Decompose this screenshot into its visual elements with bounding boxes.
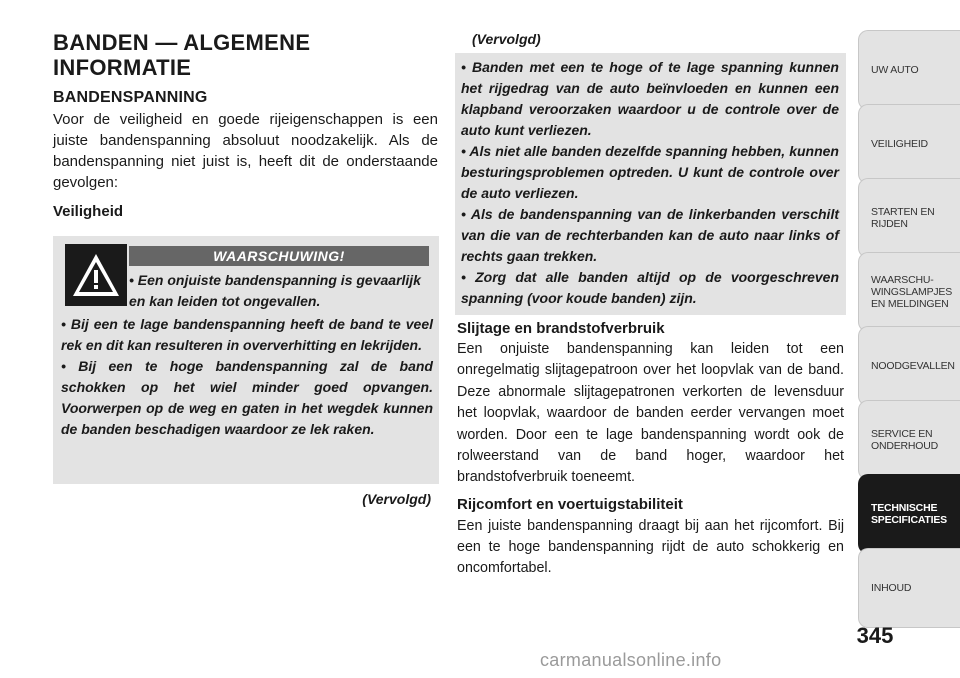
- warning-triangle-icon: [65, 244, 127, 306]
- wear-heading: Slijtage en brandstofverbruik: [457, 320, 665, 337]
- section-heading: BANDENSPANNING: [53, 89, 208, 106]
- watermark: carmanualsonline.info: [540, 650, 722, 670]
- tab-inhoud[interactable]: INHOUD: [858, 548, 960, 628]
- wear-paragraph: Een onjuiste bandenspanning kan leiden tot een onregelmatig slijtagepatroon over het loopvlak van de band. Deze abnormale slijtagepatronen verkorten de levensduur het loopvlak, waardoor de banden eerder vervangen moet worden. Door een te lage bandenspanning wordt ook de rolweerstand van de band hoger, waardoor het brandstofverbruik toeneemt.: [457, 341, 844, 486]
- page-number: 345: [856, 623, 894, 648]
- safety-heading: Veiligheid: [53, 203, 124, 220]
- warning-item: • Als de bandenspanning van de linkerbanden verschilt van die van de rechterbanden kan de auto naar links of rechts gaan trekken.: [461, 206, 839, 264]
- tab-noodgevallen[interactable]: NOODGEVALLEN: [858, 326, 960, 406]
- comfort-heading: Rijcomfort en voertuigstabiliteit: [457, 496, 683, 513]
- tab-service-en-onderhoud[interactable]: SERVICE EN ONDERHOUD: [858, 400, 960, 480]
- tab-starten-en-rijden[interactable]: STARTEN EN RIJDEN: [858, 178, 960, 258]
- comfort-paragraph: Een juiste bandenspanning draagt bij aan het rijcomfort. Bij een te hoge bandenspanning rijdt de auto schokkerig en oncomfortabel.: [457, 518, 844, 576]
- warning-item: • Bij een te lage bandenspanning heeft de band te veel rek en dit kan resulteren in oververhitting en lekrijden.: [61, 316, 433, 353]
- continued-label: (Vervolgd): [472, 31, 541, 47]
- intro-paragraph: Voor de veiligheid en goede rijeigenschappen is een juiste bandenspanning absoluut noodzakelijk. Als de bandenspanning niet juist is, heeft dit de onderstaande gevolgen:: [53, 111, 438, 191]
- tab-waarschuwingslampjes[interactable]: WAARSCHU- WINGSLAMPJES EN MELDINGEN: [858, 252, 960, 332]
- page-title: BANDEN — ALGEMENE INFORMATIE: [53, 30, 311, 80]
- warning-item: • Een onjuiste bandenspanning is gevaarlijk en kan leiden tot ongevallen.: [129, 272, 421, 309]
- warning-item: • Als niet alle banden dezelfde spanning hebben, kunnen besturingsproblemen optreden. U kunt de controle over de auto verliezen.: [461, 143, 839, 201]
- warning-title: WAARSCHUWING!: [129, 246, 429, 266]
- tab-veiligheid[interactable]: VEILIGHEID: [858, 104, 960, 184]
- warning-item: • Zorg dat alle banden altijd op de voorgeschreven spanning (voor koude banden) zijn.: [461, 269, 839, 306]
- warning-item: • Bij een te hoge bandenspanning zal de band schokken op het wiel minder goed opvangen. Voorwerpen op de weg en gaten in het wegdek kunnen de banden beschadigen waardoor ze lek raken.: [61, 358, 433, 437]
- warning-box: [53, 236, 439, 484]
- continued-label: (Vervolgd): [362, 491, 431, 507]
- warning-item: • Banden met een te hoge of te lage spanning kunnen het rijgedrag van de auto beïnvloeden en kunnen een klapband veroorzaken waardoor u de controle over de auto kunt verliezen.: [461, 59, 839, 138]
- tab-technische-specificaties[interactable]: TECHNISCHE SPECIFICATIES: [858, 474, 960, 554]
- warning-continued-box: [455, 53, 846, 315]
- tab-uw-auto[interactable]: UW AUTO: [858, 30, 960, 110]
